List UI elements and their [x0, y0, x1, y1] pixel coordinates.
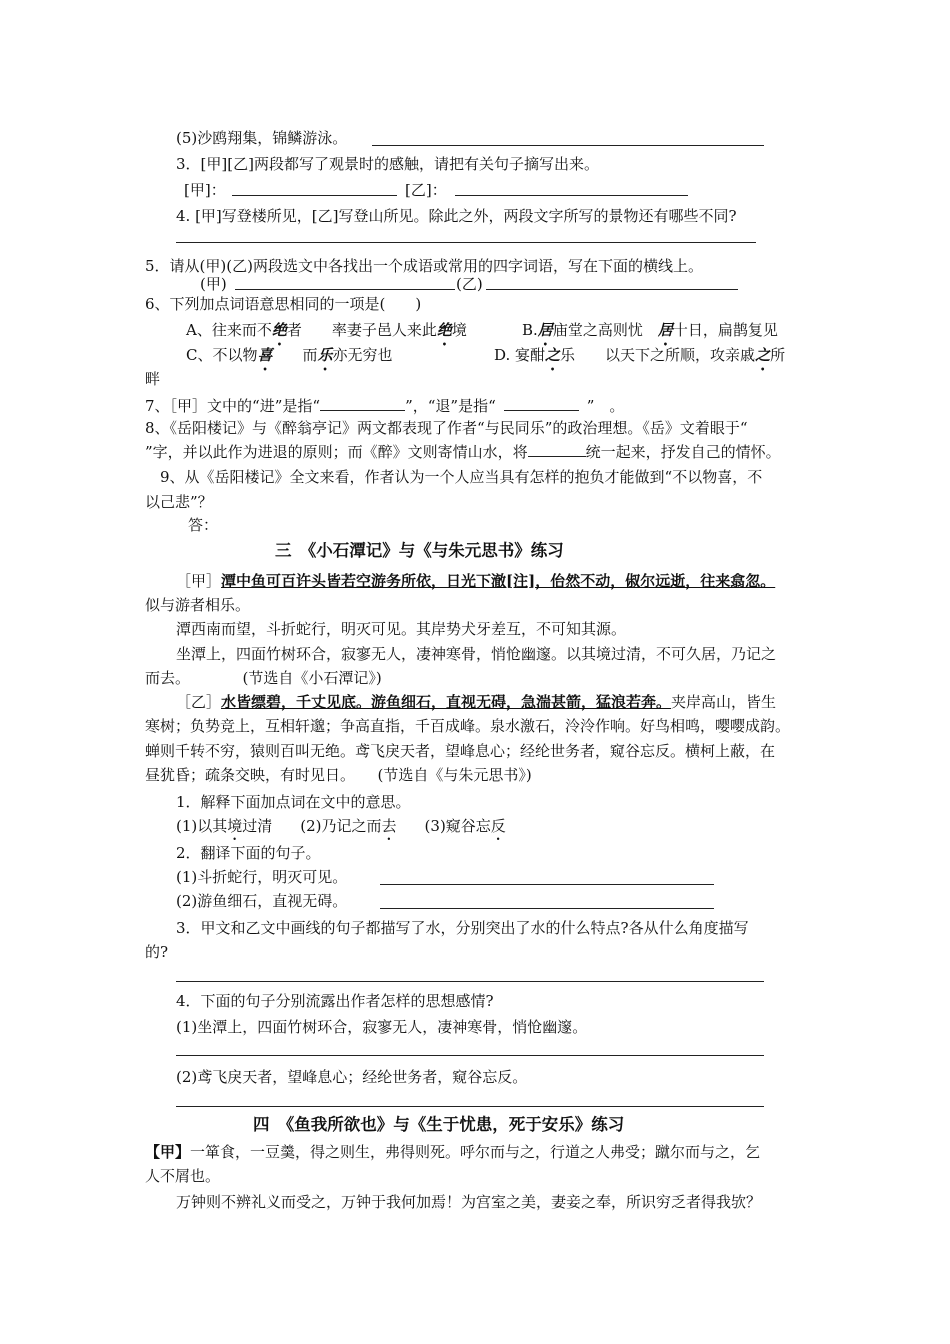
s3-yi-paragraph-line-3: 蝉则千转不穷，猿则百叫无绝。鸢飞戾天者，望峰息心；经纶世务者，窥谷忘反。横柯上蔽，在	[145, 742, 776, 760]
section-4-title: 四 《鱼我所欲也》与《生于忧患，死于安乐》练习	[253, 1115, 625, 1134]
s3-q1-items: (1)以其境过清 (2)乃记之而去 (3)窥谷忘反	[176, 817, 506, 835]
blank-tui[interactable]	[504, 396, 579, 411]
q6-option-a[interactable]: A、往来而不绝者 率妻子邑人来此绝境	[186, 321, 467, 339]
answer-line[interactable]	[372, 145, 764, 146]
answer-line-yi[interactable]	[486, 289, 738, 290]
question-8-line-2: ”字，并以此作为进退的原则；而《醉》文则寄情山水，将 统一起来，抒发自己的情怀。	[145, 443, 781, 461]
answer-line[interactable]	[176, 242, 756, 243]
s3-question-3-line-2: 的?	[145, 943, 169, 961]
s4-jia-paragraph-1: 【甲】一箪食，一豆羹，得之则生，弗得则死。呼尔而与之，行道之人弗受；蹴尔而与之，乞	[145, 1143, 761, 1161]
q6-option-d-continued: 畔	[145, 370, 161, 388]
question-6: 6、下列加点词语意思相同的一项是( )	[145, 295, 422, 313]
s3-question-4: 4．下面的句子分别流露出作者怎样的思想感情?	[176, 992, 494, 1010]
s3-yi-paragraph-line-1: ［乙］水皆缥碧，千丈见底。游鱼细石，直视无碍，急湍甚箭，猛浪若奔。夹岸高山，皆生	[176, 693, 777, 711]
s4-jia-paragraph-2: 万钟则不辨礼义而受之，万钟于我何加焉！为宫室之美，妻妾之奉，所识穷乏者得我欤？	[176, 1193, 762, 1211]
s3-question-2: 2．翻译下面的句子。	[176, 844, 321, 862]
s3-q4-item-2: (2)鸢飞戾天者，望峰息心；经纶世务者，窥谷忘反。	[176, 1068, 528, 1086]
question-7: 7、［甲］文中的“进”是指“ ”，“退”是指“ ” 。	[145, 397, 625, 415]
q5-yi-label: (乙)	[456, 275, 483, 293]
q6-option-d[interactable]: D. 宴酣之乐 以天下之所顺，攻亲戚之所	[494, 346, 786, 364]
question-3: 3．[甲][乙]两段都写了观景时的感触，请把有关句子摘写出来。	[176, 155, 599, 173]
s3-q2-item-1: (1)斗折蛇行，明灭可见。	[176, 868, 348, 886]
s3-jia-paragraph-1: ［甲］潭中鱼可百许头皆若空游务所依，日光下澈[注]，佁然不动，俶尔远逝，往来翕忽。	[176, 572, 776, 590]
question-9-line-1: 9、从《岳阳楼记》全文来看，作者认为一个人应当具有怎样的抱负才能做到“不以物喜，不	[160, 468, 763, 486]
question-4: 4. [甲]写登楼所见，[乙]写登山所见。除此之外，两段文字所写的景物还有哪些不同?	[176, 207, 737, 225]
answer-line-yi[interactable]	[455, 195, 688, 196]
s3-q4-item-1: (1)坐潭上，四面竹树环合，寂寥无人，凄神寒骨，悄怆幽邃。	[176, 1018, 588, 1036]
q2-item-5: (5)沙鸥翔集，锦鳞游泳。	[176, 129, 348, 147]
s3-yi-paragraph-line-2: 寒树；负势竞上，互相轩邈；争高直指，千百成峰。泉水激石，泠泠作响。好鸟相鸣，嘤嘤成韵。	[145, 717, 791, 735]
answer-line[interactable]	[176, 981, 764, 982]
q6-option-c[interactable]: C、不以物喜 而乐亦无穷也	[186, 346, 393, 364]
s3-q2-item-2: (2)游鱼细石，直视无碍。	[176, 892, 348, 910]
s3-question-1: 1．解释下面加点词在文中的意思。	[176, 793, 411, 811]
blank-unify[interactable]	[528, 442, 586, 457]
s4-jia-paragraph-1-cont: 人不屑也。	[145, 1167, 221, 1185]
s3-jia-paragraph-3-cont: 而去。 (节选自《小石潭记》)	[145, 669, 382, 687]
question-9-line-2: 以己悲”？	[145, 493, 213, 511]
answer-line[interactable]	[176, 1055, 764, 1056]
s3-jia-paragraph-2: 潭西南而望，斗折蛇行，明灭可见。其岸势犬牙差互，不可知其源。	[176, 620, 627, 638]
s3-yi-paragraph-line-4: 昼犹昏；疏条交映，有时见日。 (节选自《与朱元思书》)	[145, 766, 532, 784]
q5-jia-label: (甲)	[200, 275, 227, 293]
q3-jia-label: [甲]：	[184, 181, 226, 199]
s3-jia-paragraph-3: 坐潭上，四面竹树环合，寂寥无人，凄神寒骨，悄怆幽邃。以其境过清，不可久居，乃记之	[176, 645, 777, 663]
answer-line[interactable]	[176, 1106, 764, 1107]
question-5: 5．请从(甲)(乙)两段选文中各找出一个成语或常用的四字词语，写在下面的横线上。	[145, 257, 703, 275]
answer-line[interactable]	[380, 908, 714, 909]
blank-jin[interactable]	[320, 396, 405, 411]
answer-line-jia[interactable]	[235, 289, 455, 290]
q6-option-b[interactable]: B.居庙堂之高则忧 居十日，扁鹊复见	[522, 321, 778, 339]
answer-label: 答：	[188, 516, 219, 534]
section-3-title: 三 《小石潭记》与《与朱元思书》练习	[275, 541, 564, 560]
answer-line[interactable]	[380, 884, 714, 885]
question-8-line-1: 8、《岳阳楼记》与《醉翁亭记》两文都表现了作者“与民同乐”的政治理想。《岳》文着眼于“	[145, 419, 748, 437]
answer-line-jia[interactable]	[232, 195, 397, 196]
s3-question-3-line-1: 3．甲文和乙文中画线的句子都描写了水，分别突出了水的什么特点?各从什么角度描写	[176, 919, 749, 937]
s3-jia-paragraph-1-cont: 似与游者相乐。	[145, 596, 251, 614]
q3-yi-label: [乙]：	[405, 181, 447, 199]
